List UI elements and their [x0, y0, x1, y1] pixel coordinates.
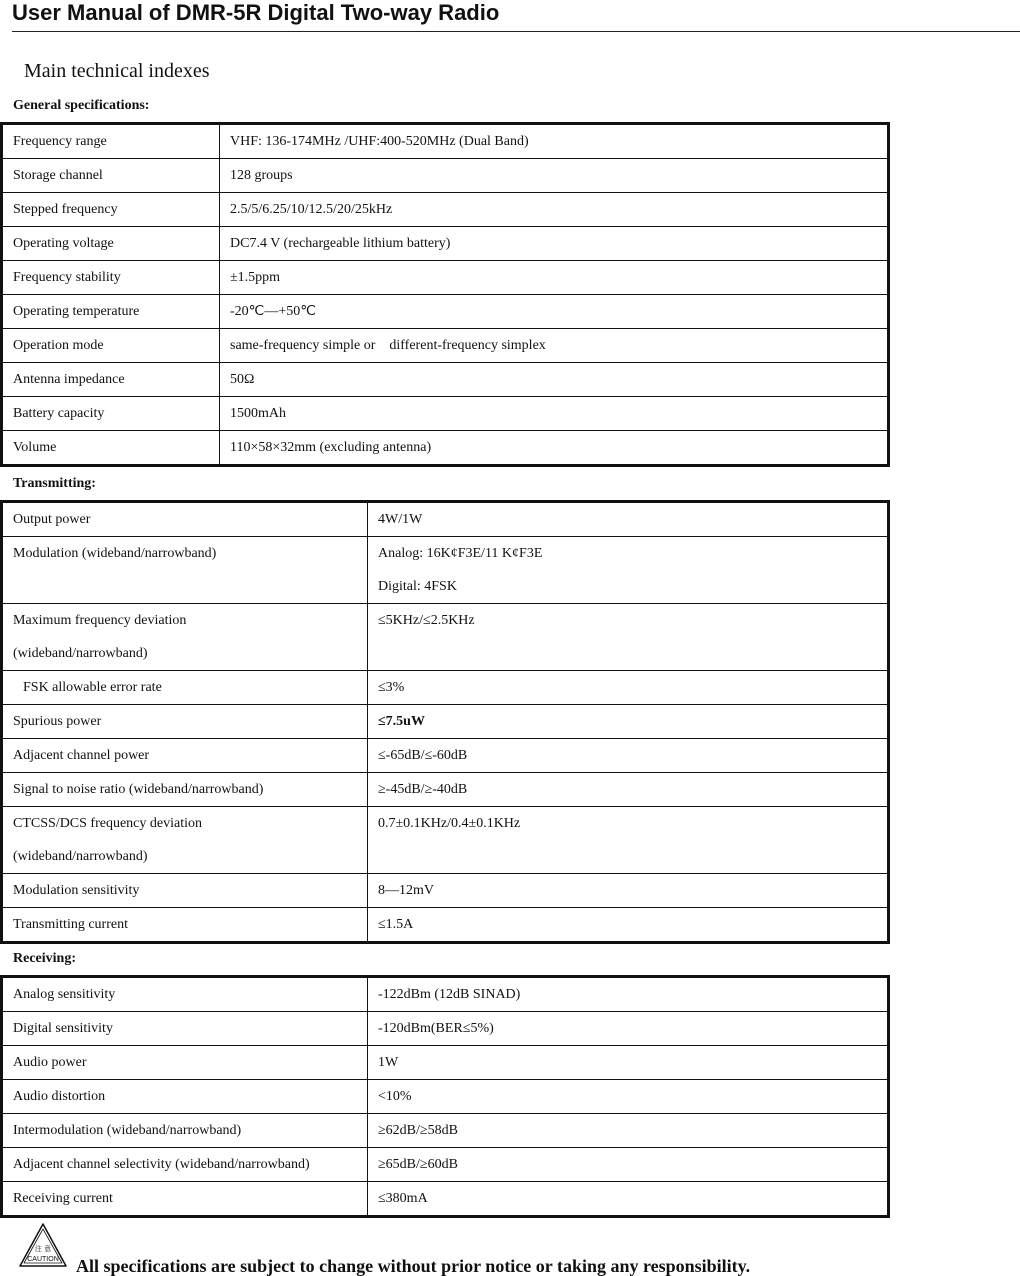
manual-title: User Manual of DMR-5R Digital Two-way Radio: [12, 0, 500, 25]
document-header: [12, 0, 1020, 32]
section-title: Main technical indexes: [24, 60, 210, 82]
table-row: [2, 807, 889, 874]
table-row: [2, 1012, 889, 1046]
spec-label: Intermodulation (wideband/narrowband): [2, 1114, 368, 1148]
table-row: [2, 1080, 889, 1114]
table-row: [2, 124, 889, 159]
spec-label: Signal to noise ratio (wideband/narrowband): [2, 773, 368, 807]
spec-label: Adjacent channel selectivity (wideband/narrowband): [2, 1148, 368, 1182]
table-row: [2, 1046, 889, 1080]
table-row: [2, 295, 889, 329]
spec-value-line: Analog: 16K¢F3E/11 K¢F3E: [378, 546, 543, 561]
spec-label-line: CTCSS/DCS frequency deviation: [13, 816, 202, 831]
spec-label: Receiving current: [2, 1182, 368, 1217]
transmitting-heading: Transmitting:: [13, 476, 96, 491]
spec-value: 1W: [368, 1046, 889, 1080]
spec-label: Spurious power: [2, 705, 368, 739]
spec-value: -120dBm(BER≤5%): [368, 1012, 889, 1046]
spec-value-line: Digital: 4FSK: [378, 579, 457, 594]
spec-label: Antenna impedance: [2, 363, 220, 397]
general-spec-table: [0, 122, 890, 467]
spec-value: [368, 537, 889, 604]
spec-value: 110×58×32mm (excluding antenna): [220, 431, 889, 466]
spec-label: [2, 604, 368, 671]
spec-value: ≤-65dB/≤-60dB: [368, 739, 889, 773]
transmitting-spec-table: [0, 500, 890, 944]
spec-label: Digital sensitivity: [2, 1012, 368, 1046]
spec-value: -122dBm (12dB SINAD): [368, 977, 889, 1012]
spec-value: 50Ω: [220, 363, 889, 397]
spec-value: same-frequency simple or different-frequency simplex: [220, 329, 889, 363]
table-row: [2, 604, 889, 671]
spec-label: Frequency range: [2, 124, 220, 159]
caution-note: [18, 1222, 1018, 1276]
spec-value: 4W/1W: [368, 502, 889, 537]
spec-value: ≥65dB/≥60dB: [368, 1148, 889, 1182]
spec-label: FSK allowable error rate: [2, 671, 368, 705]
table-row: [2, 261, 889, 295]
receiving-heading: Receiving:: [13, 951, 76, 966]
spec-value: ≤7.5uW: [368, 705, 889, 739]
spec-label: [2, 807, 368, 874]
table-row: [2, 431, 889, 466]
caution-icon: [18, 1222, 68, 1268]
spec-value: 1500mAh: [220, 397, 889, 431]
spec-value: 2.5/5/6.25/10/12.5/20/25kHz: [220, 193, 889, 227]
spec-value: ≤5KHz/≤2.5KHz: [368, 604, 889, 671]
spec-value: <10%: [368, 1080, 889, 1114]
caution-en-label: CAUTION: [27, 1256, 59, 1263]
spec-label: Operating temperature: [2, 295, 220, 329]
spec-value: DC7.4 V (rechargeable lithium battery): [220, 227, 889, 261]
spec-label-line: (wideband/narrowband): [13, 849, 148, 864]
table-row: [2, 193, 889, 227]
table-row: [2, 773, 889, 807]
spec-label: Audio distortion: [2, 1080, 368, 1114]
general-heading: General specifications:: [13, 98, 150, 113]
table-row: [2, 977, 889, 1012]
spec-value: -20℃—+50℃: [220, 295, 889, 329]
footer-disclaimer: All specifications are subject to change without prior notice or taking any responsibility.: [76, 1256, 751, 1276]
spec-label: Modulation sensitivity: [2, 874, 368, 908]
table-row: [2, 537, 889, 604]
table-row: [2, 1114, 889, 1148]
spec-label-line: Maximum frequency deviation: [13, 613, 187, 628]
caution-cn-label: 注 意: [34, 1245, 52, 1253]
table-row: [2, 329, 889, 363]
spec-value: ≥62dB/≥58dB: [368, 1114, 889, 1148]
spec-label: Stepped frequency: [2, 193, 220, 227]
spec-value: 128 groups: [220, 159, 889, 193]
spec-label: Operation mode: [2, 329, 220, 363]
spec-value: ≤1.5A: [368, 908, 889, 943]
spec-value: ≤3%: [368, 671, 889, 705]
spec-value: ≥-45dB/≥-40dB: [368, 773, 889, 807]
spec-label: Analog sensitivity: [2, 977, 368, 1012]
spec-value: 0.7±0.1KHz/0.4±0.1KHz: [368, 807, 889, 874]
spec-label: Modulation (wideband/narrowband): [2, 537, 368, 604]
table-row: [2, 1182, 889, 1217]
spec-label: Audio power: [2, 1046, 368, 1080]
spec-value: ±1.5ppm: [220, 261, 889, 295]
receiving-spec-table: [0, 975, 890, 1218]
spec-label: Adjacent channel power: [2, 739, 368, 773]
spec-label-line: (wideband/narrowband): [13, 646, 148, 661]
table-row: [2, 705, 889, 739]
table-row: [2, 1148, 889, 1182]
spec-label: Output power: [2, 502, 368, 537]
spec-label: Transmitting current: [2, 908, 368, 943]
table-row: [2, 159, 889, 193]
spec-value: ≤380mA: [368, 1182, 889, 1217]
table-row: [2, 671, 889, 705]
table-row: [2, 227, 889, 261]
spec-label: Frequency stability: [2, 261, 220, 295]
spec-label: Volume: [2, 431, 220, 466]
spec-value: VHF: 136-174MHz /UHF:400-520MHz (Dual Band): [220, 124, 889, 159]
table-row: [2, 874, 889, 908]
spec-value: 8—12mV: [368, 874, 889, 908]
spec-label: Storage channel: [2, 159, 220, 193]
table-row: [2, 908, 889, 943]
table-row: [2, 739, 889, 773]
spec-label: Operating voltage: [2, 227, 220, 261]
table-row: [2, 397, 889, 431]
table-row: [2, 363, 889, 397]
spec-label: Battery capacity: [2, 397, 220, 431]
table-row: [2, 502, 889, 537]
